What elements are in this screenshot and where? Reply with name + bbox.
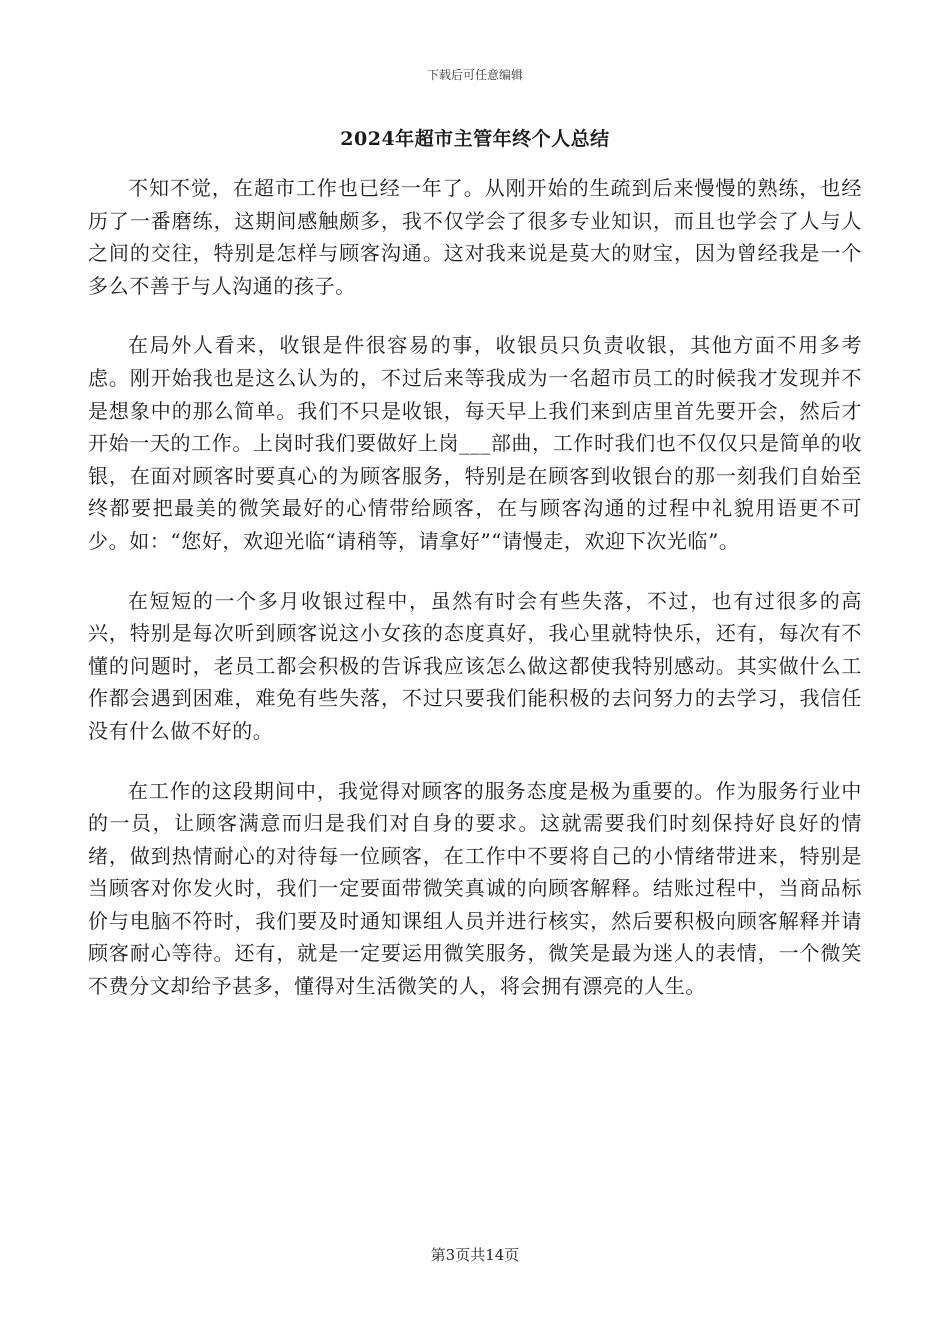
- document-body: [88, 172, 862, 1030]
- paragraph-1: 不知不觉，在超市工作也已经一年了。从刚开始的生疏到后来慢慢的熟练，也经历了一番磨练，这期间感触颇多，我不仅学会了很多专业知识，而且也学会了人与人之间的交往，特别是怎样与顾客沟通。这对我来说是莫大的财宝，因为曾经我是一个多么不善于与人沟通的孩子。: [88, 176, 862, 298]
- paragraph-3: 在短短的一个多月收银过程中，虽然有时会有些失落，不过，也有过很多的高兴，特别是每次听到顾客说这小女孩的态度真好，我心里就特快乐，还有，每次有不懂的问题时，老员工都会积极的告诉我应该怎么做这都使我特别感动。其实做什么工作都会遇到困难，难免有些失落，不过只要我们能积极的去问努力的去学习，我信任没有什么做不好的。: [88, 588, 862, 743]
- paragraph-2: 在局外人看来，收银是件很容易的事，收银员只负责收银，其他方面不用多考虑。刚开始我也是这么认为的，不过后来等我成为一名超市员工的时候我才发现并不是想象中的那么简单。我们不只是收银，每天早上我们来到店里首先要开会，然后才开始一天的工作。上岗时我们要做好上岗___部曲，工作时我们也不仅仅只是简单的收银，在面对顾客时要真心的为顾客服务，特别是在顾客到收银台的那一刻我们自始至终都要把最美的微笑最好的心情带给顾客，在与顾客沟通的过程中礼貌用语更不可少。如：“您好，欢迎光临“请稍等，请拿好”“请慢走，欢迎下次光临”。: [88, 333, 862, 553]
- page-number-footer: 第3页共14页: [430, 1246, 520, 1264]
- header-note: 下载后可任意编辑: [426, 68, 523, 82]
- paragraph-4: 在工作的这段期间中，我觉得对顾客的服务态度是极为重要的。作为服务行业中的一员，让顾客满意而归是我们对自身的要求。这就需要我们时刻保持好良好的情绪，做到热情耐心的对待每一位顾客，在工作中不要将自己的小情绪带进来，特别是当顾客对你发火时，我们一定要面带微笑真诚的向顾客解释。结账过程中，当商品标价与电脑不符时，我们要及时通知课组人员并进行核实，然后要积极向顾客解释并请顾客耐心等待。还有，就是一定要运用微笑服务，微笑是最为迷人的表情，一个微笑不费分文却给予甚多，懂得对生活微笑的人，将会拥有漂亮的人生。: [88, 778, 862, 999]
- document-title: 2024年超市主管年终个人总结: [340, 128, 610, 150]
